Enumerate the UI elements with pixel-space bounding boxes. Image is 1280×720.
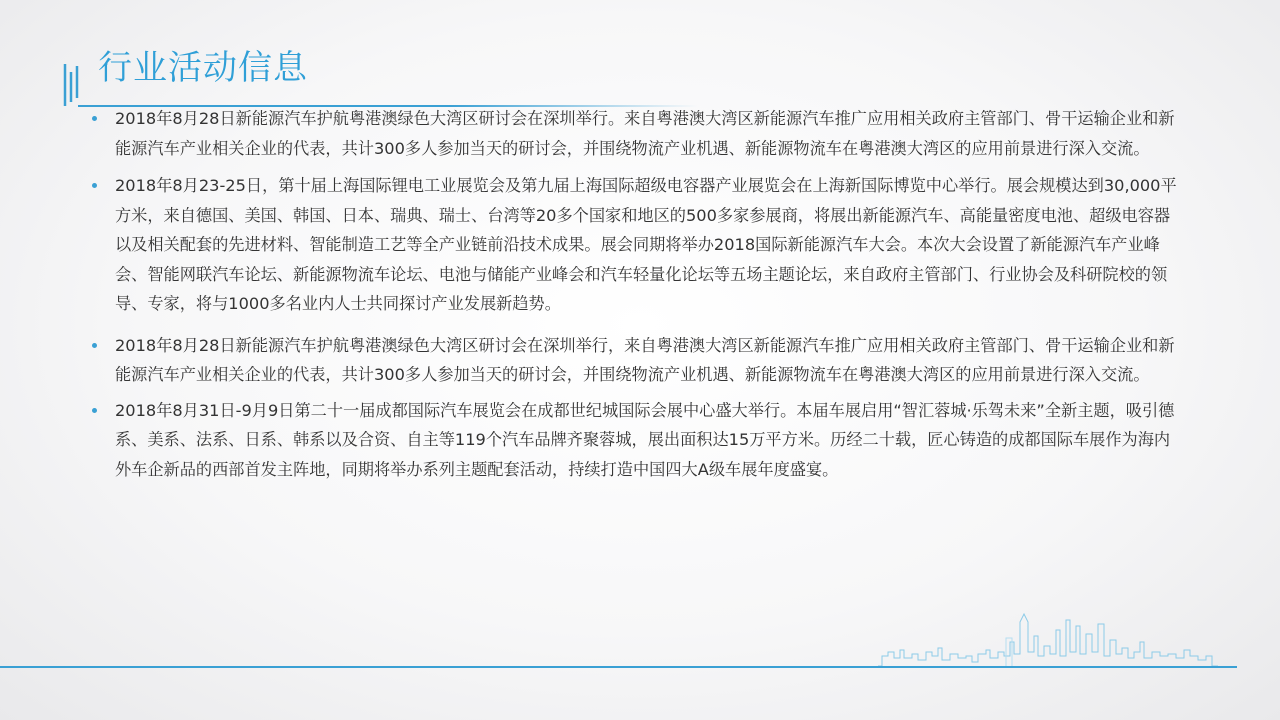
city-skyline-decoration — [878, 612, 1218, 668]
activity-list — [90, 104, 1180, 484]
list-item — [90, 396, 1180, 485]
list-item — [90, 171, 1180, 319]
list-item-text: 2018年8月31日-9月9日第二十一届成都国际汽车展览会在成都世纪城国际会展中心盛大举行。本届车展启用“智汇蓉城·乐驾未来”全新主题，吸引德系、美系、法系、日系、韩系以及合资、自主等119个汽车品牌齐聚蓉城，展出面积达15万平方米。历经二十载，匠心铸造的成都国际车展作为海内外车企新品的西部首发主阵地，同期将举办系列主题配套活动，持续打造中国四大A级车展年度盛宴。 — [115, 400, 1175, 479]
footer-line — [0, 666, 1237, 668]
bullet-dot-icon — [92, 183, 97, 188]
bullet-dot-icon — [92, 116, 97, 121]
page-title: 行业活动信息 — [98, 48, 308, 88]
bullet-dot-icon — [92, 343, 97, 348]
list-item-text: 2018年8月23-25日，第十届上海国际锂电工业展览会及第九届上海国际超级电容器产业展览会在上海新国际博览中心举行。展会规模达到30,000平方米，来自德国、美国、韩国、日本、瑞典、瑞士、台湾等20多个国家和地区的500多家参展商，将展出新能源汽车、高能量密度电池、超级电容器以及相关配套的先进材料、智能制造工艺等全产业链前沿技术成果。展会同期将举办2018国际新能源汽车大会。本次大会设置了新能源汽车产业峰会、智能网联汽车论坛、新能源物流车论坛、电池与储能产业峰会和汽车轻量化论坛等五场主题论坛，来自政府主管部门、行业协会及科研院校的领导、专家，将与1000多名业内人士共同探讨产业发展新趋势。 — [115, 176, 1177, 313]
list-item-text: 2018年8月28日新能源汽车护航粤港澳绿色大湾区研讨会在深圳举行，来自粤港澳大湾区新能源汽车推广应用相关政府主管部门、骨干运输企业和新能源汽车产业相关企业的代表，共计300多人参加当天的研讨会，并围绕物流产业机遇、新能源物流车在粤港澳大湾区的应用前景进行深入交流。 — [115, 335, 1175, 384]
title-bracket-decoration — [62, 62, 84, 108]
bullet-dot-icon — [92, 408, 97, 413]
list-item — [90, 331, 1180, 390]
list-item-text: 2018年8月28日新能源汽车护航粤港澳绿色大湾区研讨会在深圳举行。来自粤港澳大湾区新能源汽车推广应用相关政府主管部门、骨干运输企业和新能源汽车产业相关企业的代表，共计300多人参加当天的研讨会，并围绕物流产业机遇、新能源物流车在粤港澳大湾区的应用前景进行深入交流。 — [115, 109, 1175, 158]
list-item — [90, 104, 1180, 163]
